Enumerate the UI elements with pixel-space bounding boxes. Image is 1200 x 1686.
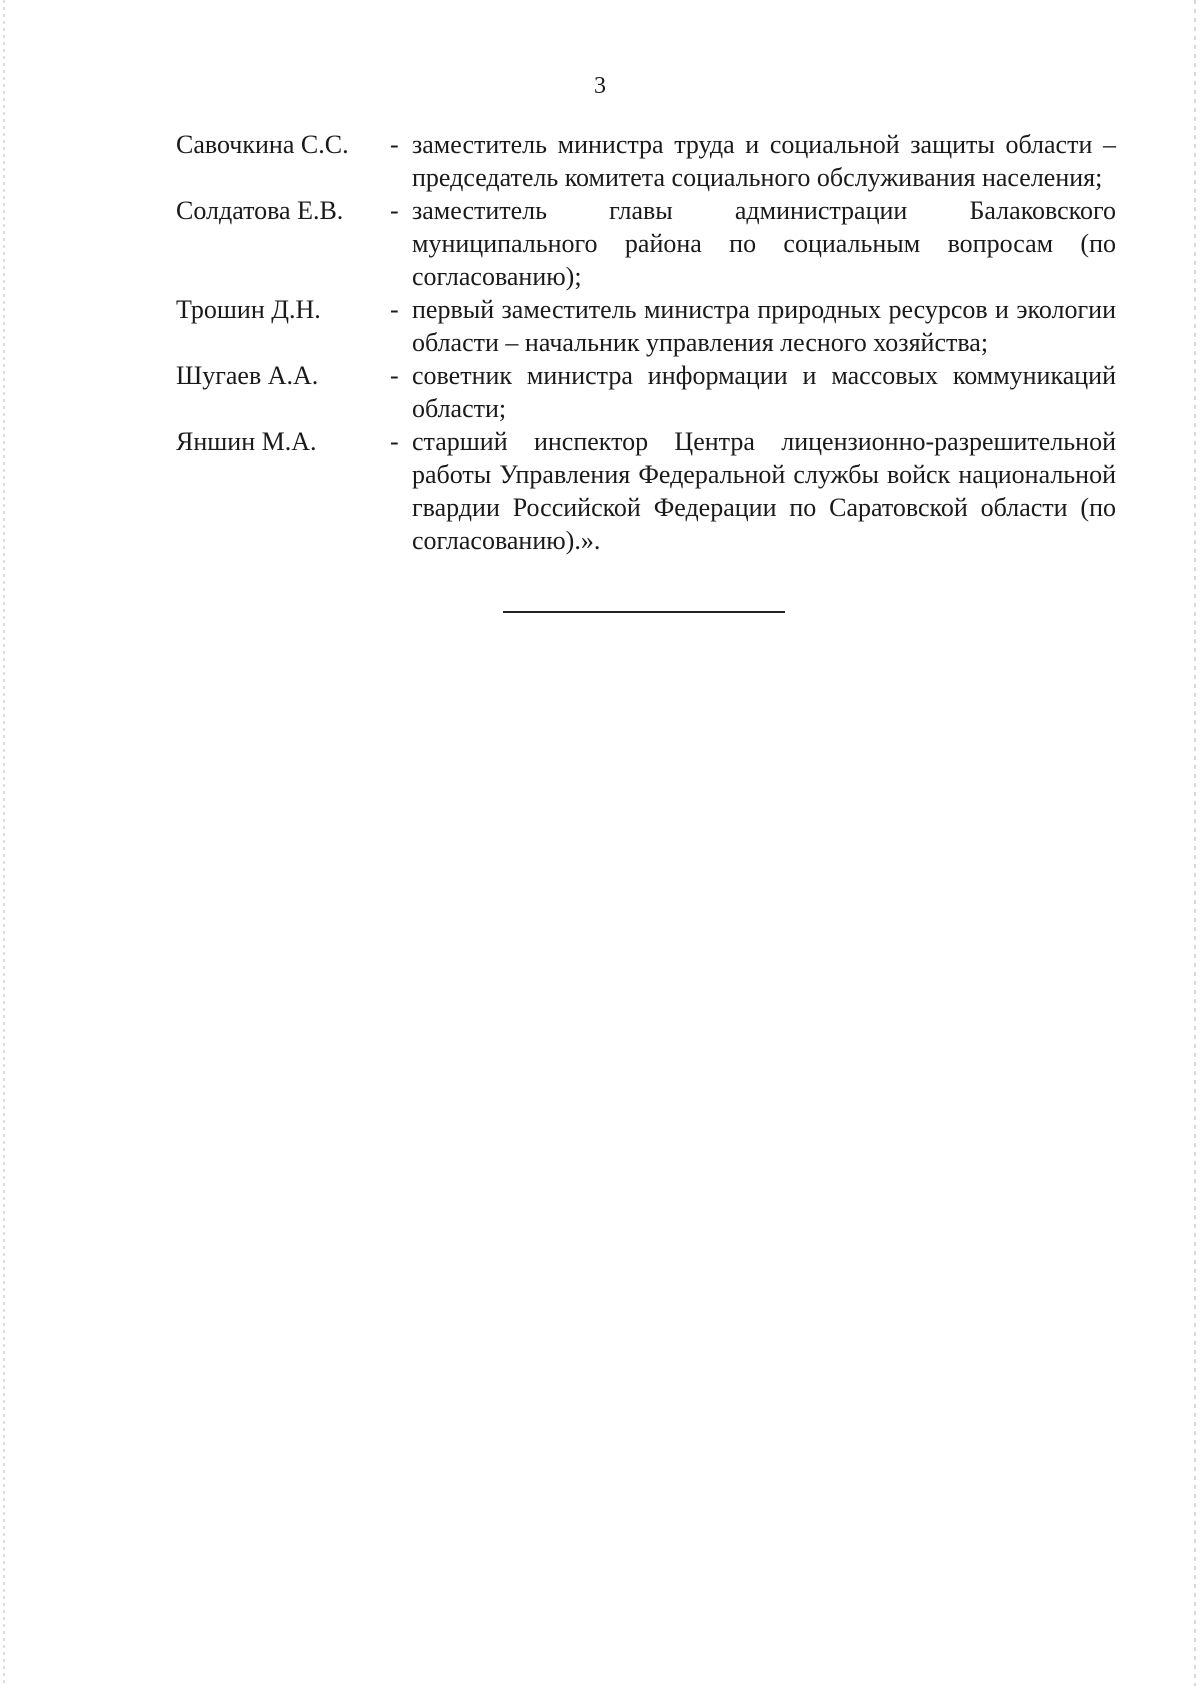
member-name: Яншин М.А.: [176, 427, 317, 456]
member-row: [176, 128, 1116, 194]
member-dash: -: [390, 130, 399, 159]
member-role: заместитель министра труда и социальной защиты области – председатель комитета социального обслуживания населения;: [412, 130, 1116, 192]
member-name: Савочкина С.С.: [176, 130, 349, 159]
member-dash: -: [390, 427, 399, 456]
member-list: [176, 128, 1116, 557]
member-row: [176, 293, 1116, 359]
member-role: старший инспектор Центра лицензионно-разрешительной работы Управления Федеральной службы войск национальной гвардии Российской Федерации по Саратовской области (по согласованию).».: [412, 427, 1116, 555]
scan-edge-right: [1194, 0, 1196, 1686]
member-row: [176, 359, 1116, 425]
member-name: Трошин Д.Н.: [176, 295, 321, 324]
member-row: [176, 425, 1116, 557]
member-role: советник министра информации и массовых коммуникаций области;: [412, 361, 1116, 423]
member-dash: -: [390, 361, 399, 390]
member-role: заместитель главы администрации Балаковского муниципального района по социальным вопросам (по согласованию);: [412, 196, 1116, 291]
page-number: 3: [594, 73, 606, 99]
member-name: Шугаев А.А.: [176, 361, 319, 390]
member-dash: -: [390, 196, 399, 225]
member-row: [176, 194, 1116, 293]
separator-line: [503, 611, 785, 613]
member-dash: -: [390, 295, 399, 324]
member-name: Солдатова Е.В.: [176, 196, 344, 225]
scan-edge-left: [3, 0, 5, 1686]
member-role: первый заместитель министра природных ресурсов и экологии области – начальник управления лесного хозяйства;: [412, 295, 1116, 357]
